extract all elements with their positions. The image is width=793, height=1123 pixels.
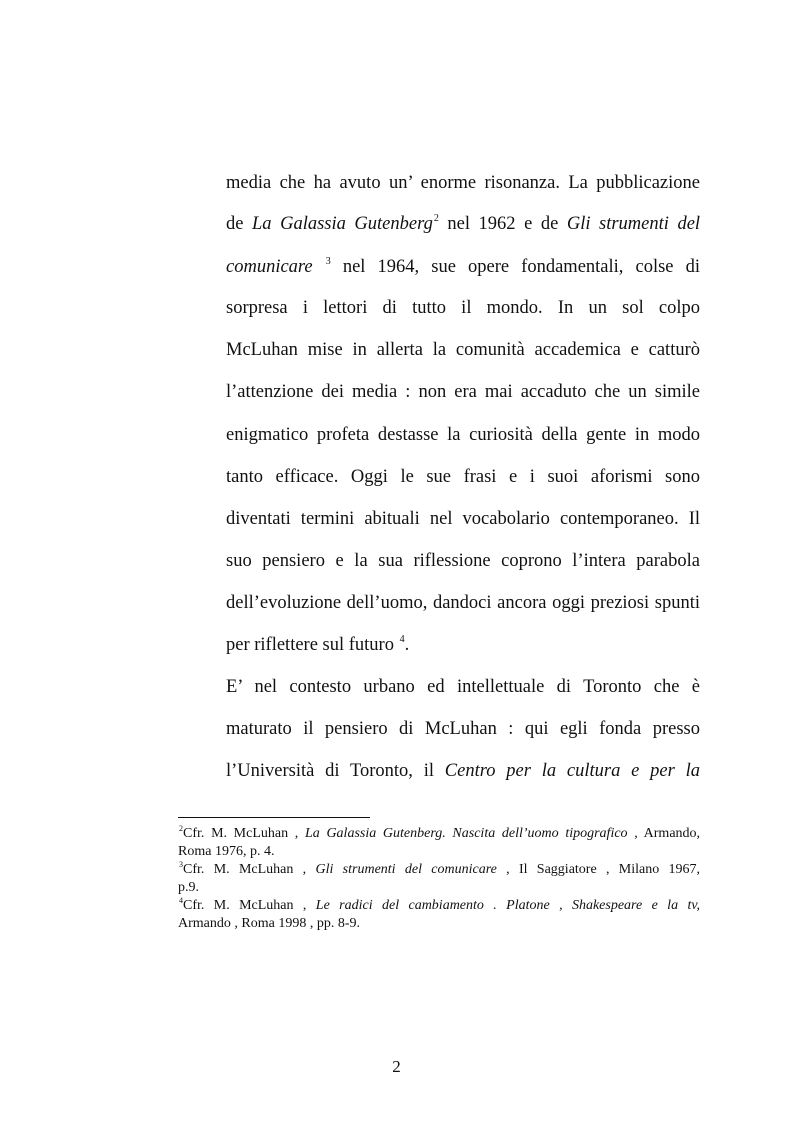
body-line-5: McLuhan mise in allerta la comunità accademica e catturò [226, 340, 700, 360]
footnote-2-line-1: $^2$Cfr. M. McLuhan , La Galassia Gutenberg. Nascita dell’uomo tipografico , Armando, [179, 824, 701, 841]
footnote-4-line-2: Armando , Roma 1998 , pp. 8-9. [178, 916, 360, 931]
body-line-7: enigmatico profeta destasse la curiosità della gente in modo [226, 425, 700, 445]
footnote-3-line-1: $^3$Cfr. M. McLuhan , Gli strumenti del comunicare , Il Saggiatore , Milano 1967, [179, 860, 701, 877]
centro-title: Centro per la cultura e per la [444, 761, 700, 781]
footnote-separator [178, 817, 370, 818]
body-line-3: comunicare $^3$ nel 1964, sue opere fondamentali, colse di [226, 256, 700, 277]
footnote-4-line-1: $^4$Cfr. M. McLuhan , Le radici del cambiamento . Platone , Shakespeare e la tv, [179, 896, 701, 913]
body-line-8: tanto efficace. Oggi le sue frasi e i suoi aforismi sono [226, 467, 700, 487]
body-line-2: de La Galassia Gutenberg$^2$ nel 1962 e de Gli strumenti del [226, 213, 701, 234]
footnote-2-line-2: Roma 1976, p. 4. [178, 844, 275, 859]
body-line-13: E’ nel contesto urbano ed intellettuale di Toronto che è [226, 677, 700, 697]
page-number: 2 [392, 1057, 401, 1076]
body-line-14: maturato il pensiero di McLuhan : qui egli fonda presso [226, 719, 700, 739]
footnote-3-line-2: p.9. [178, 880, 199, 895]
body-line-15: l’Università di Toronto, il Centro per la cultura e per la [226, 761, 700, 781]
body-line-4: sorpresa i lettori di tutto il mondo. In un sol colpo [226, 298, 700, 318]
body-line-12: per riflettere sul futuro $^4$. [226, 634, 410, 655]
body-line-6: l’attenzione dei media : non era mai accaduto che un simile [226, 382, 700, 402]
body-line-9: diventati termini abituali nel vocabolario contemporaneo. Il [226, 509, 700, 529]
body-line-10: suo pensiero e la sua riflessione coprono l’intera parabola [226, 551, 700, 571]
body-line-1: media che ha avuto un’ enorme risonanza. La pubblicazione [226, 173, 700, 193]
book-title-galassia: La Galassia Gutenberg [252, 214, 433, 234]
footnote-ref-2: 2 [433, 213, 439, 224]
footnote-ref-4: 4 [399, 634, 405, 645]
book-title-strumenti: Gli strumenti del [566, 214, 701, 234]
body-line-11: dell’evoluzione dell’uomo, dandoci ancora oggi preziosi spunti [226, 593, 700, 613]
footnote-ref-3: 3 [325, 256, 331, 267]
